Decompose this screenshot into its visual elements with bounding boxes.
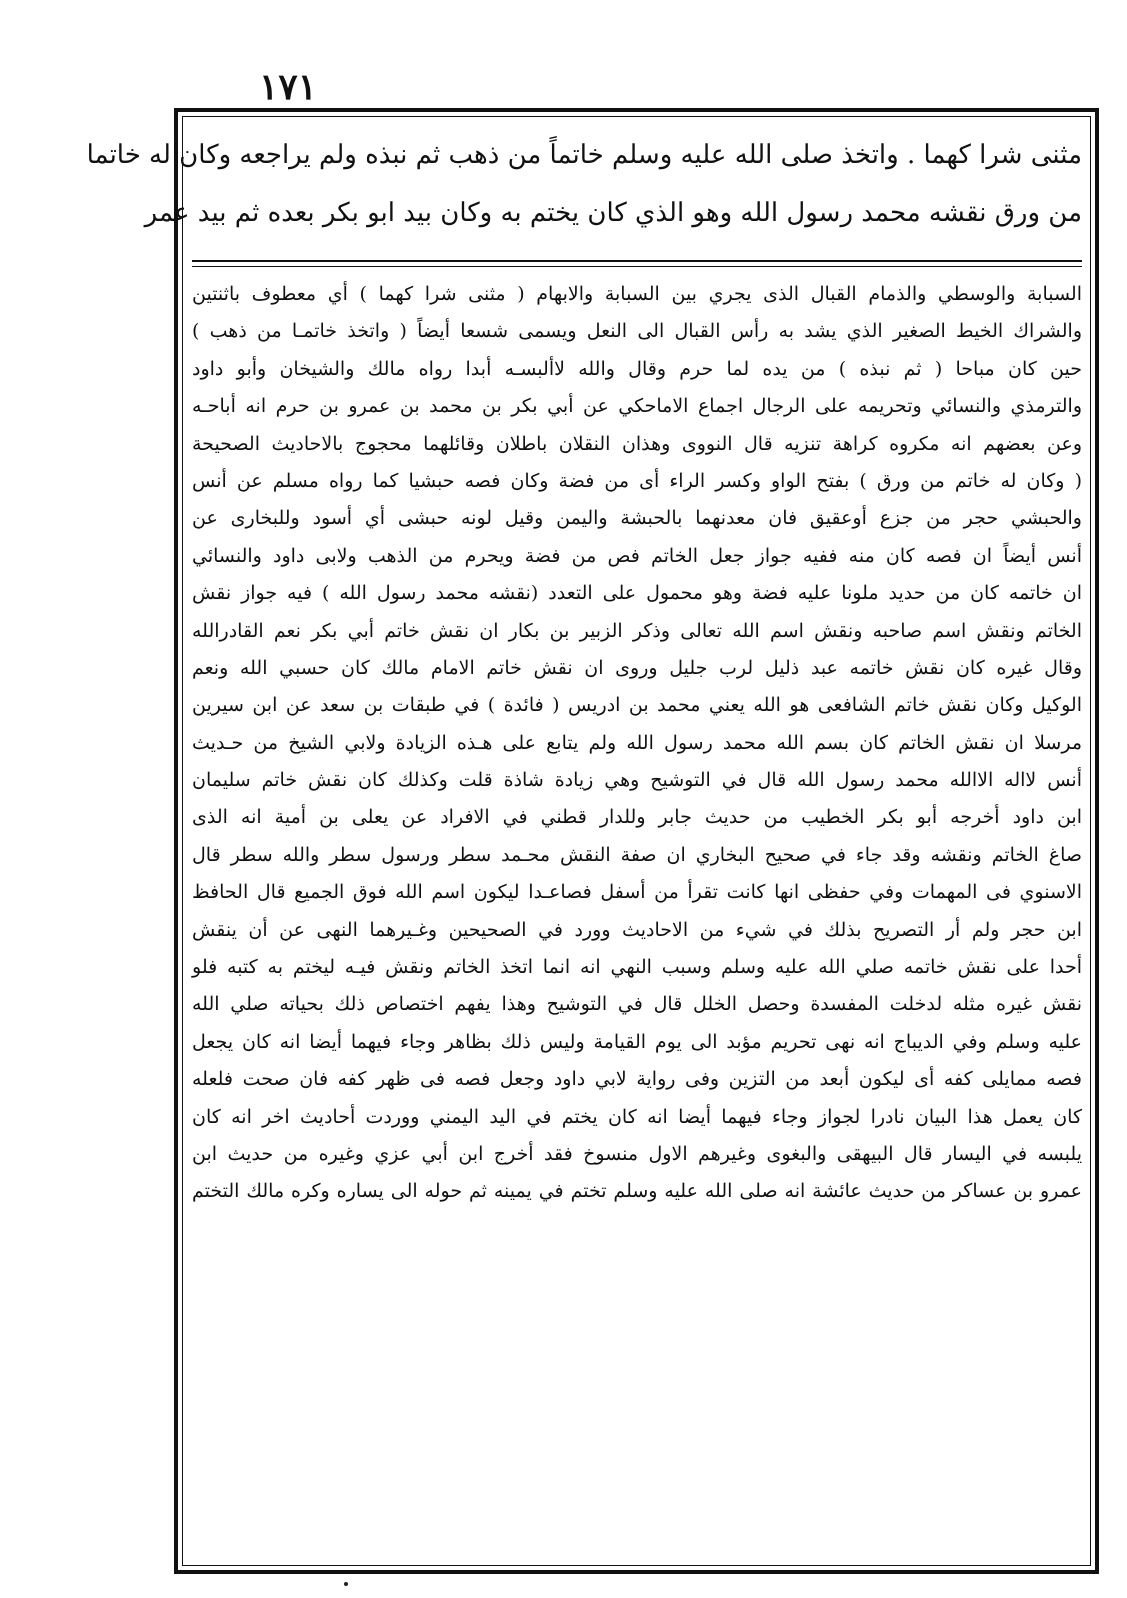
commentary-line: والحبشي حجر من جزع أوعقيق فان معدنهما بالحبشة واليمن وقيل لونه حبشى أي أسود وللبخارى عن bbox=[192, 507, 1082, 530]
commentary-line: أنس لااله الاالله محمد رسول الله قال في التوشيح وهي زيادة شاذة قلت وكذلك كان نقش خاتم سليمان bbox=[192, 769, 1082, 792]
scan-speck bbox=[344, 1582, 348, 1586]
commentary-line: الوكيل وكان نقش خاتم الشافعى هو الله يعني محمد بن ادريس ( فائدة ) في طبقات بن سعد عن ابن سيرين bbox=[192, 694, 1082, 717]
commentary-line: عمرو بن عساكر من حديث عائشة انه صلى الله عليه وسلم تختم في يمينه ثم حوله الى يساره وكره مالك التختم bbox=[192, 1180, 1082, 1203]
section-divider-thick bbox=[192, 260, 1082, 262]
commentary-line: ان خاتمه كان من حديد ملونا عليه فضة وهو محمول على التعدد (نقشه محمد رسول الله ) فيه جواز نقش bbox=[192, 582, 1082, 605]
commentary-line: وعن بعضهم انه مكروه كراهة تنزيه قال النووى وهذان النقلان باطلان وقائلهما محجوج بالاحاديث الصحيحة bbox=[192, 432, 1082, 455]
commentary-line: ابن حجر ولم أر التصريح بذلك في شيء من الاحاديث وورد في الصحيحين وغـيرهما النهى عن أن ينقش bbox=[192, 918, 1082, 941]
commentary-line: نقش غيره مثله لدخلت المفسدة وحصل الخلل قال في التوشيح وهذا يفهم اختصاص ذلك بحياته صلي الله bbox=[192, 993, 1082, 1016]
commentary-line: ( وكان له خاتم من ورق ) بفتح الواو وكسر الراء أى من فضة وكان فصه حبشيا كما رواه مسلم عن أنس bbox=[192, 469, 1082, 492]
commentary-line: وقال غيره كان نقش خاتمه عبد ذليل لرب جليل وروى ان نقش خاتم الامام مالك كان حسبي الله ونعم bbox=[192, 656, 1082, 679]
commentary-line: والشراك الخيط الصغير الذي يشد به رأس القبال الى النعل ويسمى شسعا أيضاً ( واتخذ خاتمـا من ذهب ) bbox=[192, 320, 1082, 343]
commentary-line: حين كان مباحا ( ثم نبذه ) من يده لما حرم وقال والله لاألبسـه أبدا رواه مالك والشيخان وأبو داود bbox=[192, 357, 1082, 380]
commentary-line: أحدا على نقش خاتمه صلي الله عليه وسلم وسبب النهي انه انما اتخذ الخاتم ونقش فيـه ليختم به كتبه فلو bbox=[192, 956, 1082, 979]
commentary-line: ابن داود أخرجه أبو بكر الخطيب من حديث جابر وللدار قطني في الافراد عن يعلى بن أمية انه الذى bbox=[192, 806, 1082, 829]
commentary-text bbox=[192, 276, 1082, 1562]
page-number: ١٧١ bbox=[258, 66, 317, 108]
commentary-line: السبابة والوسطي والذمام القبال الذى يجري بين السبابة والابهام ( مثنى شرا كهما ) أي معطوف باثنتين bbox=[192, 283, 1082, 305]
commentary-line: الاسنوي فى المهمات وفي حفظى انها كانت تقرأ من أسفل فصاعـدا ليكون اسم الله فوق الجميع قال الحافظ bbox=[192, 881, 1082, 904]
commentary-line: مرسلا ان نقش الخاتم كان بسم الله محمد رسول الله ولم يتابع على هـذه الزيادة ولابي الشيخ من حـديث bbox=[192, 731, 1082, 754]
commentary-line: يلبسه في اليسار قال البيهقى والبغوى وغيرهم الاول منسوخ فقد أخرج ابن أبي عزي وغيره من حديث ابن bbox=[192, 1142, 1082, 1165]
main-text bbox=[86, 126, 1082, 246]
main-text-line: مثنى شرا كهما . واتخذ صلى الله عليه وسلم خاتماً من ذهب ثم نبذه ولم يراجعه وكان له خاتما bbox=[86, 140, 1082, 170]
commentary-line: الخاتم ونقش اسم صاحبه ونقش اسم الله تعالى وذكر الزبير بن بكار ان نقش خاتم أبي بكر نعم القادرالله bbox=[192, 619, 1082, 642]
commentary-line: والترمذي والنسائي وتحريمه على الرجال اجماع الاماحكي عن أبي بكر بن محمد بن عمرو بن حرم انه أباحـه bbox=[192, 395, 1082, 418]
commentary-line: صاغ الخاتم ونقشه وقد جاء في صحيح البخاري ان صفة النقش محـمد سطر ورسول سطر والله سطر قال bbox=[192, 843, 1082, 866]
commentary-line: كان يعمل هذا البيان نادرا لجواز وجاء فيهما أيضا انه كان يختم في اليد اليمني ووردت أحاديث اخر انه كان bbox=[192, 1105, 1082, 1128]
main-text-line: من ورق نقشه محمد رسول الله وهو الذي كان يختم به وكان بيد ابو بكر بعده ثم بيد عمر bbox=[144, 198, 1082, 228]
section-divider-thin bbox=[192, 266, 1082, 267]
commentary-line: عليه وسلم وفي الديباج انه نهى تحريم مؤبد الى يوم القيامة وليس ذلك بظاهر وجاء فيهما أيضا انه كان يجعل bbox=[192, 1030, 1082, 1053]
commentary-line: فصه ممايلى كفه أى ليكون أبعد من التزين وفى رواية لابي داود وجعل فصه فى ظهر كفه فان صحت فلعله bbox=[192, 1068, 1082, 1091]
commentary-line: أنس أيضاً ان فصه كان منه ففيه جواز جعل الخاتم فص من فضة ويحرم من الذهب ولابى داود والنسائي bbox=[192, 544, 1082, 567]
